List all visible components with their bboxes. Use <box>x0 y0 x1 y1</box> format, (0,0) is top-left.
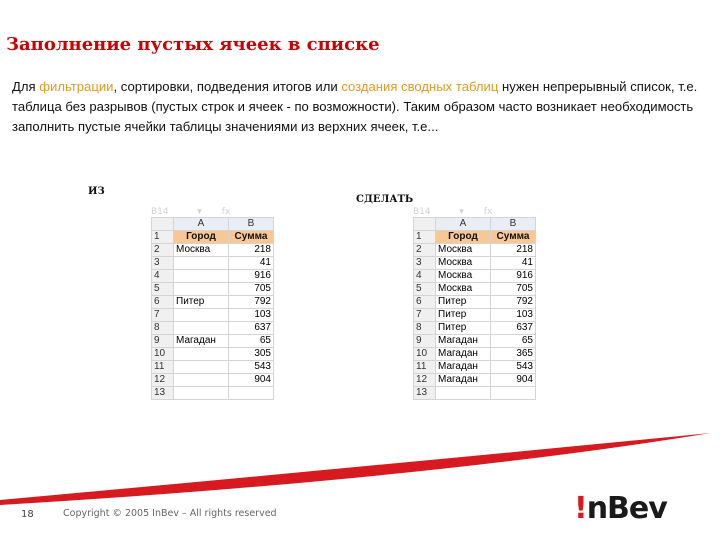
row-number[interactable]: 12 <box>414 374 436 387</box>
city-cell[interactable]: Питер <box>436 322 491 335</box>
row-number[interactable]: 10 <box>414 348 436 361</box>
city-cell[interactable]: Москва <box>436 283 491 296</box>
row-number[interactable]: 6 <box>414 296 436 309</box>
row-number[interactable]: 13 <box>152 387 174 400</box>
sum-cell[interactable]: 103 <box>491 309 536 322</box>
row-number[interactable]: 6 <box>152 296 174 309</box>
sum-cell[interactable]: 103 <box>229 309 274 322</box>
intro-text-2: , сортировки, подведения итогов или <box>113 79 342 94</box>
label-from: ИЗ <box>88 186 105 197</box>
row-number[interactable]: 3 <box>414 257 436 270</box>
row-number[interactable]: 12 <box>152 374 174 387</box>
city-cell[interactable]: Магадан <box>436 348 491 361</box>
sum-cell[interactable]: 41 <box>491 257 536 270</box>
city-cell[interactable]: Магадан <box>436 374 491 387</box>
sum-cell[interactable]: 792 <box>229 296 274 309</box>
row-number[interactable]: 5 <box>152 283 174 296</box>
row-number[interactable]: 9 <box>414 335 436 348</box>
sum-cell[interactable]: 916 <box>491 270 536 283</box>
name-box: B14 ▾ fx <box>413 207 493 217</box>
sum-cell[interactable]: 916 <box>229 270 274 283</box>
intro-text-1: Для <box>12 79 40 94</box>
city-cell[interactable]: Магадан <box>174 335 229 348</box>
header-city-cell[interactable]: Город <box>174 231 229 244</box>
sum-cell[interactable]: 41 <box>229 257 274 270</box>
row-number[interactable]: 4 <box>152 270 174 283</box>
sum-cell[interactable]: 543 <box>491 361 536 374</box>
sum-cell[interactable]: 365 <box>491 348 536 361</box>
city-cell[interactable]: Магадан <box>436 335 491 348</box>
sum-cell[interactable]: 218 <box>229 244 274 257</box>
label-to: СДЕЛАТЬ <box>356 194 414 205</box>
sum-cell[interactable]: 543 <box>229 361 274 374</box>
sum-cell[interactable]: 705 <box>229 283 274 296</box>
sum-cell[interactable]: 305 <box>229 348 274 361</box>
column-header-a[interactable]: A <box>174 218 229 231</box>
sum-cell[interactable]: 65 <box>491 335 536 348</box>
row-number[interactable]: 2 <box>152 244 174 257</box>
row-number[interactable]: 10 <box>152 348 174 361</box>
column-header-a[interactable]: A <box>436 218 491 231</box>
page-title: Заполнение пустых ячеек в списке <box>6 34 380 55</box>
inbev-logo: !nBev <box>574 491 667 526</box>
row-number[interactable]: 7 <box>414 309 436 322</box>
city-cell[interactable]: Москва <box>436 270 491 283</box>
sum-cell[interactable]: 705 <box>491 283 536 296</box>
row-number[interactable]: 13 <box>414 387 436 400</box>
copyright-text: Copyright © 2005 InBev – All rights reserved <box>63 508 277 519</box>
sum-cell[interactable]: 637 <box>229 322 274 335</box>
intro-text-3: нужен непрерывный список, т.е. таблица без разрывов (пустых строк и ячеек - по возможности). Таким образом часто возникает необходимость заполнить пустые ячейки таблицы значениями из верхних ячеек, т.е... <box>12 79 698 134</box>
row-number[interactable]: 8 <box>152 322 174 335</box>
column-header-b[interactable]: B <box>229 218 274 231</box>
sheet-table: A B 1 Город Сумма 2 Москва 218 3 41 4 916 5 705 6 Питер 792 7 103 8 637 9 Магадан 65 10 305 11 543 12 904 13 <box>151 217 291 400</box>
sum-cell[interactable]: 218 <box>491 244 536 257</box>
city-cell[interactable]: Питер <box>174 296 229 309</box>
header-sum-cell[interactable]: Сумма <box>229 231 274 244</box>
sheet-table: A B 1 Город Сумма 2 Москва 218 3 Москва 41 4 Москва 916 5 Москва 705 6 Питер 792 7 Питер 103 8 Питер 637 9 Магадан 65 10 Магадан 365 11 Магадан 543 12 Магадан 904 13 <box>413 217 553 400</box>
row-number[interactable]: 11 <box>152 361 174 374</box>
row-number[interactable]: 4 <box>414 270 436 283</box>
row-number[interactable]: 8 <box>414 322 436 335</box>
row-number[interactable]: 11 <box>414 361 436 374</box>
sum-cell[interactable]: 904 <box>229 374 274 387</box>
row-number[interactable]: 3 <box>152 257 174 270</box>
city-cell[interactable]: Магадан <box>436 361 491 374</box>
city-cell[interactable]: Москва <box>436 257 491 270</box>
sum-cell[interactable]: 637 <box>491 322 536 335</box>
pivot-tables-link[interactable]: создания сводных таблиц <box>341 79 499 94</box>
city-cell[interactable]: Москва <box>174 244 229 257</box>
sum-cell[interactable]: 904 <box>491 374 536 387</box>
header-sum-cell[interactable]: Сумма <box>491 231 536 244</box>
header-city-cell[interactable]: Город <box>436 231 491 244</box>
name-box: B14 ▾ fx <box>151 207 231 217</box>
row-number[interactable]: 2 <box>414 244 436 257</box>
city-cell[interactable]: Москва <box>436 244 491 257</box>
row-number[interactable]: 5 <box>414 283 436 296</box>
row-number[interactable]: 9 <box>152 335 174 348</box>
city-cell[interactable]: Питер <box>436 309 491 322</box>
column-header-b[interactable]: B <box>491 218 536 231</box>
sum-cell[interactable]: 65 <box>229 335 274 348</box>
page-number: 18 <box>21 509 34 520</box>
filtering-link[interactable]: фильтрации <box>39 79 114 94</box>
row-number[interactable]: 7 <box>152 309 174 322</box>
city-cell[interactable]: Питер <box>436 296 491 309</box>
sum-cell[interactable]: 792 <box>491 296 536 309</box>
